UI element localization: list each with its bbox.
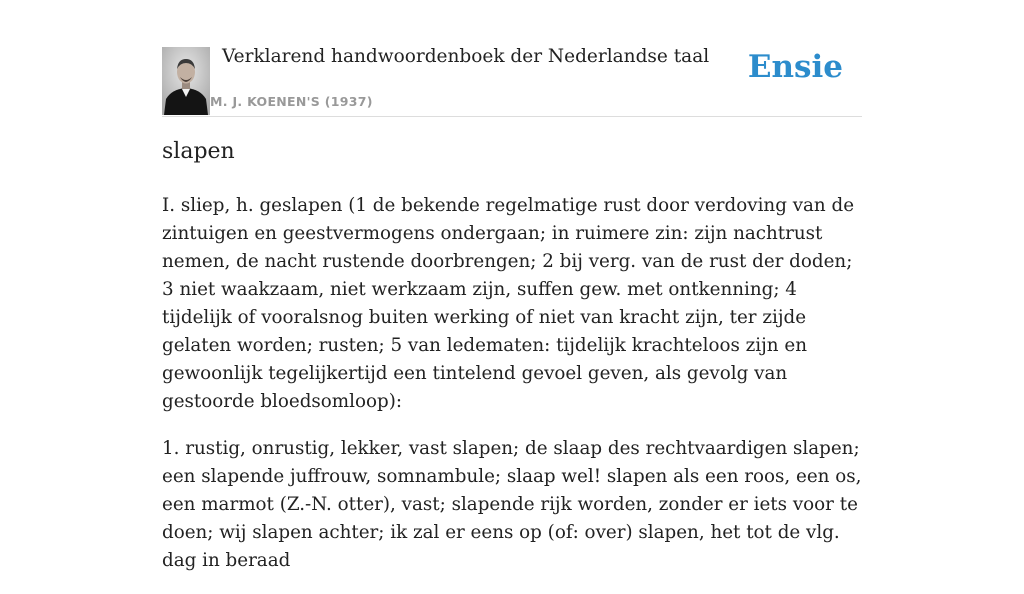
book-title: Verklarend handwoordenboek der Nederlandse taal bbox=[222, 46, 710, 67]
entry-definition bbox=[162, 192, 862, 594]
entry-headword: slapen bbox=[162, 139, 235, 164]
definition-paragraph: 1. rustig, onrustig, lekker, vast slapen; de slaap des rechtvaardigen slapen; een slapende juffrouw, somnambule; slaap wel! slapen als een roos, een os, een marmot (Z.-N. otter), vast; slapende rijk worden, zonder er iets voor te doen; wij slapen achter; ik zal er eens op (of: over) slapen, het tot de vlg. dag in beraad bbox=[162, 438, 862, 571]
book-author: M. J. KOENEN'S (1937) bbox=[210, 94, 373, 109]
page bbox=[162, 0, 862, 571]
site-header bbox=[162, 0, 862, 117]
ensie-logo-link[interactable]: Ensie bbox=[747, 49, 843, 85]
definition-paragraph: I. sliep, h. geslapen (1 de bekende regelmatige rust door verdoving van de zintuigen en geestvermogens ondergaan; in ruimere zin: zijn nachtrust nemen, de nacht rustende doorbrengen; 2 bij verg. van de rust der doden; 3 niet waakzaam, niet werkzaam zijn, suffen gew. met ontkenning; 4 tijdelijk of vooralsnog buiten werking of niet van kracht zijn, ter zijde gelaten worden; rusten; 5 van ledematen: tijdelijk krachteloos zijn en gewoonlijk tegelijkertijd een tintelend gevoel geven, als gevolg van gestoorde bloedsomloop): bbox=[162, 195, 855, 412]
author-portrait bbox=[162, 47, 210, 115]
